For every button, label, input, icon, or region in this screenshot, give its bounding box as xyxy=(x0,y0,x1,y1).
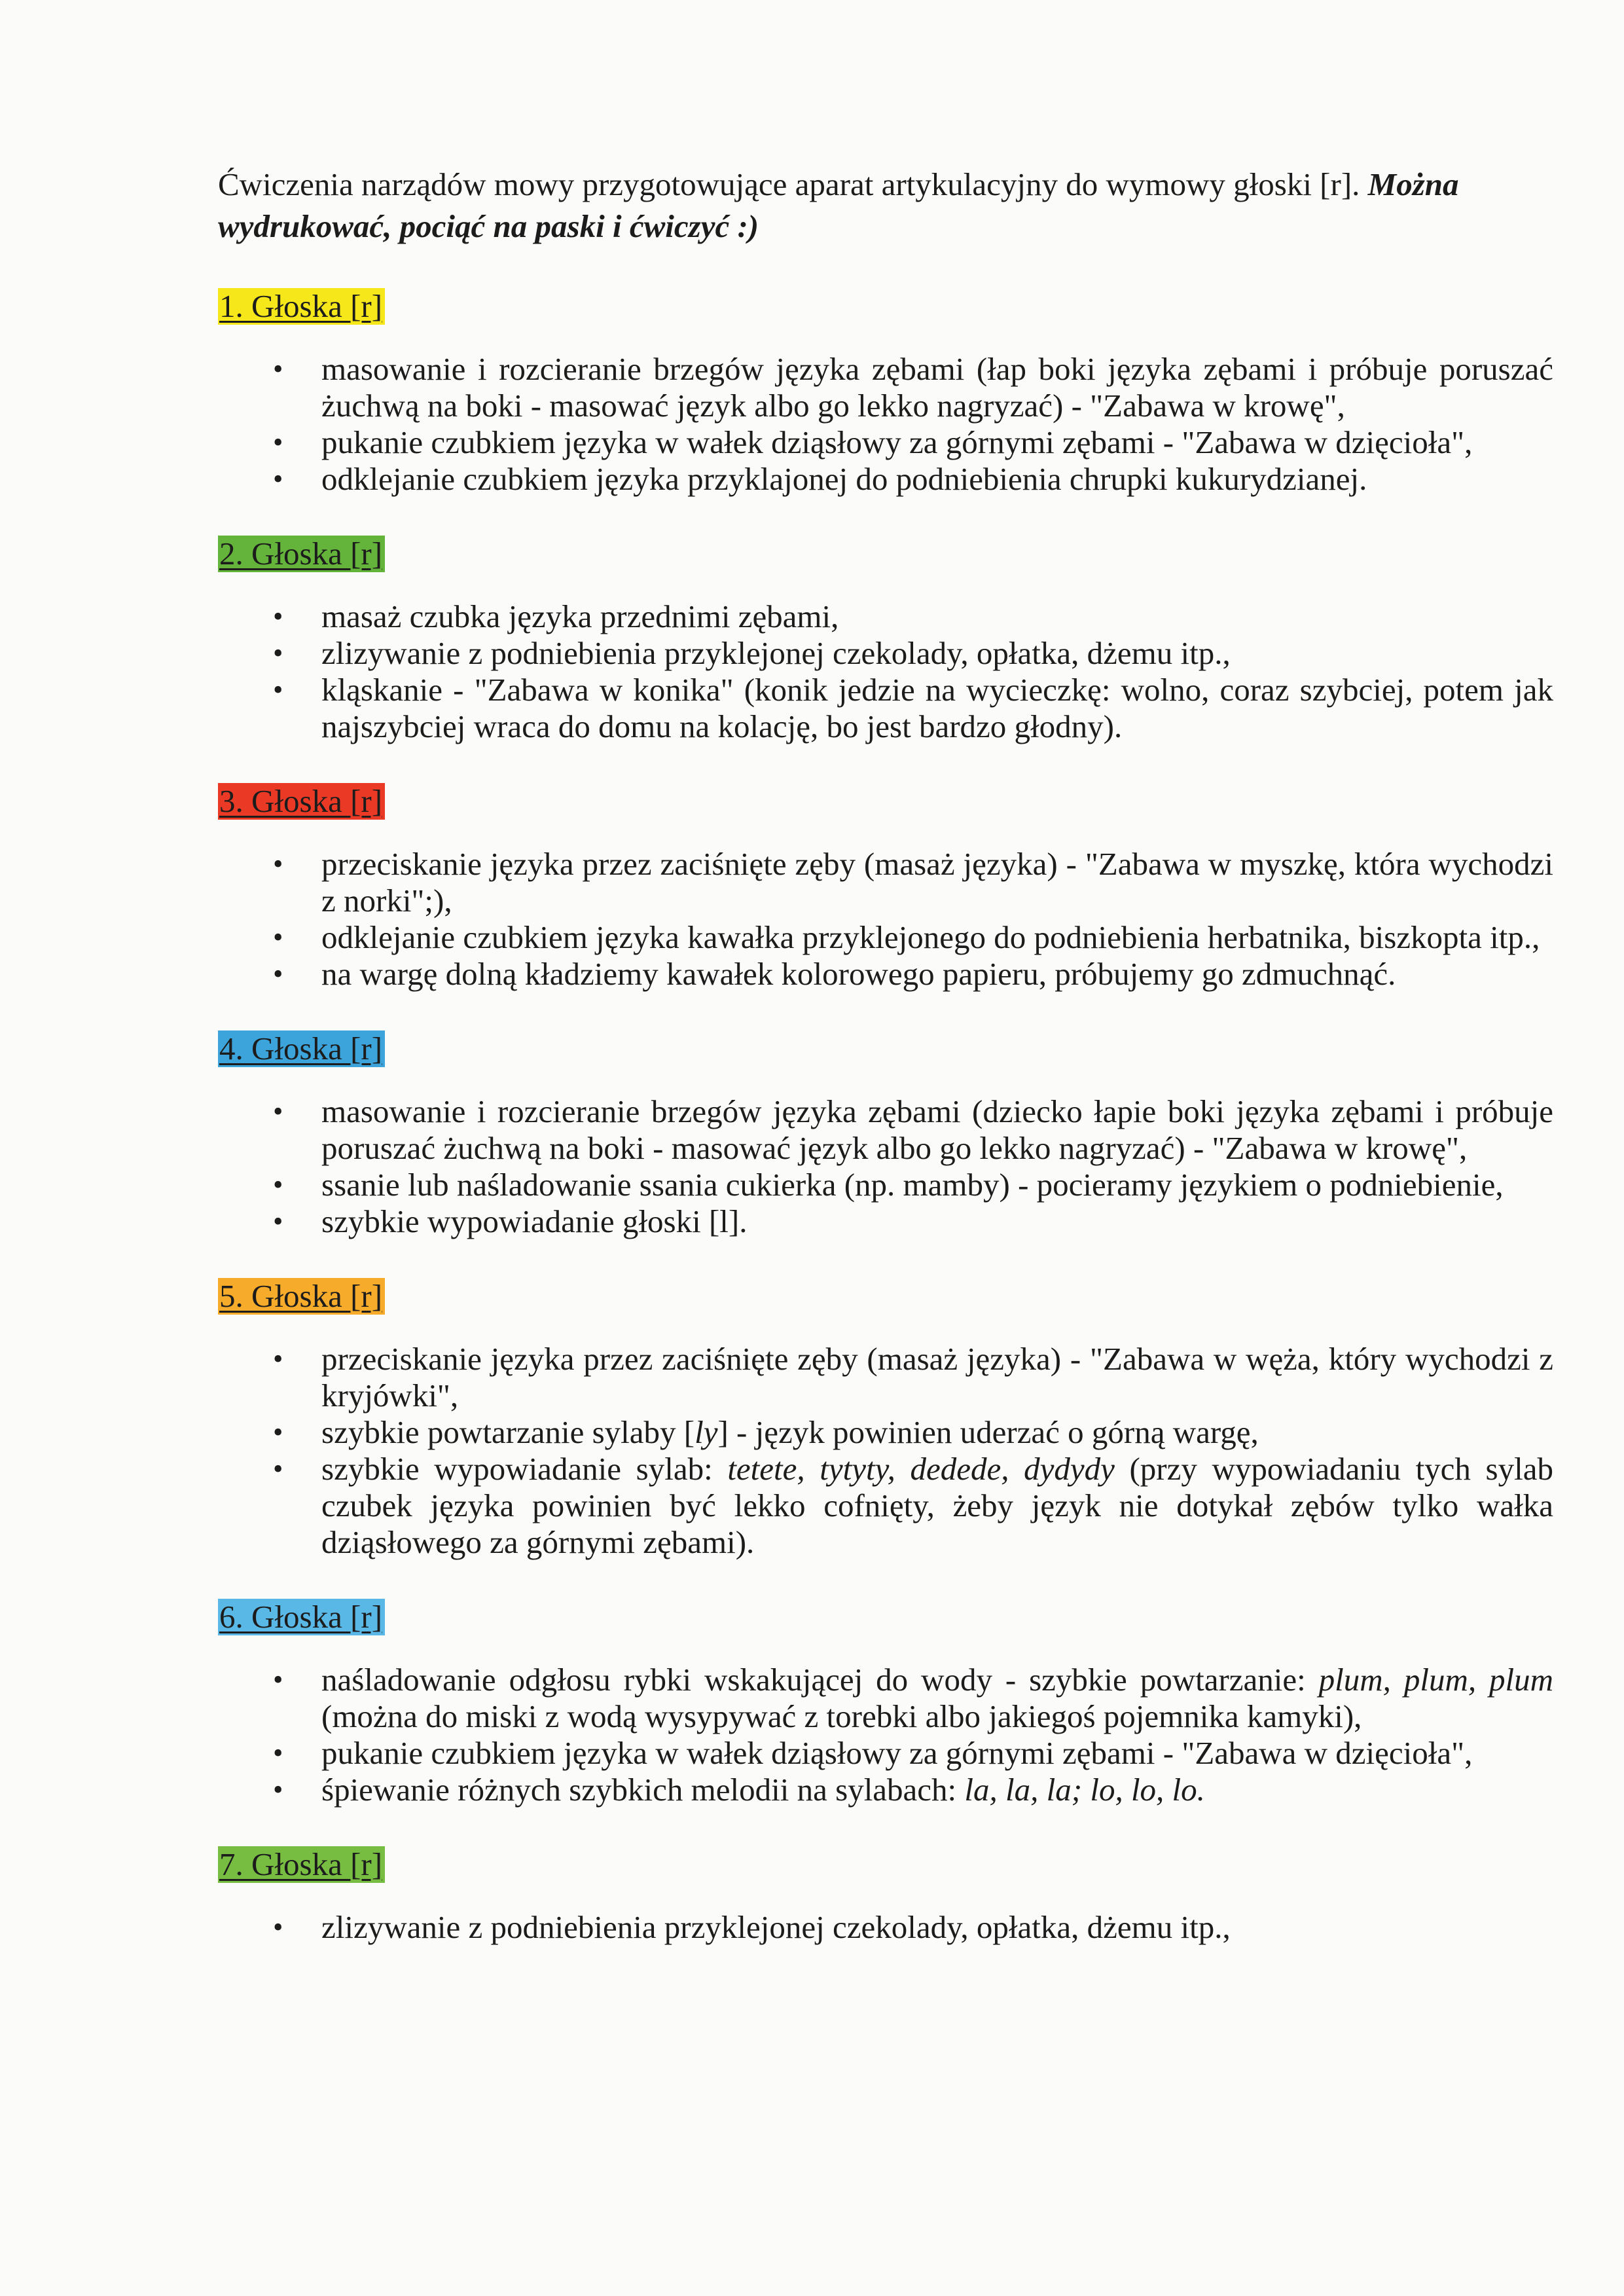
item-italic-text: ly xyxy=(695,1414,718,1450)
bullet-icon: • xyxy=(273,1737,283,1769)
item-text: szybkie powtarzanie sylaby [ xyxy=(321,1414,695,1450)
list-item xyxy=(218,956,1553,993)
section-heading: 6. Głoska [r] xyxy=(218,1599,385,1635)
list-item xyxy=(218,1093,1553,1167)
item-text: masowanie i rozcieranie brzegów języka zębami (łap boki języka zębami i próbuje poruszać żuchwą na boki - masować język albo go lekko nagryzać) - "Zabawa w krowę", xyxy=(321,351,1553,424)
bullet-icon: • xyxy=(273,353,283,385)
bullet-icon: • xyxy=(273,1343,283,1375)
item-text: śpiewanie różnych szybkich melodii na sylabach: xyxy=(321,1772,965,1808)
bullet-icon: • xyxy=(273,637,283,669)
list-item xyxy=(218,351,1553,424)
bullet-icon: • xyxy=(273,600,283,632)
list-item xyxy=(218,1772,1553,1808)
section-heading: 2. Głoska [r] xyxy=(218,536,385,572)
list-item xyxy=(218,1662,1553,1735)
list-item xyxy=(218,846,1553,919)
exercise-sections xyxy=(218,288,1553,1946)
item-text: przeciskanie języka przez zaciśnięte zęby (masaż języka) - "Zabawa w węża, który wychodzi z kryjówki", xyxy=(321,1341,1553,1413)
item-text: pukanie czubkiem języka w wałek dziąsłowy za górnymi zębami - "Zabawa w dzięcioła", xyxy=(321,424,1473,460)
section-4 xyxy=(218,1030,1553,1240)
bullet-icon: • xyxy=(273,921,283,953)
item-text: odklejanie czubkiem języka kawałka przyklejonego do podniebienia herbatnika, biszkopta itp., xyxy=(321,919,1540,955)
bullet-icon: • xyxy=(273,674,283,706)
intro-paragraph xyxy=(218,164,1553,247)
item-text: szybkie wypowiadanie sylab: xyxy=(321,1451,728,1487)
list-item xyxy=(218,1167,1553,1203)
item-italic-text: tetete, tytyty, dedede, dydydy xyxy=(727,1451,1115,1487)
item-text: szybkie wypowiadanie głoski [l]. xyxy=(321,1203,748,1239)
bullet-icon: • xyxy=(273,958,283,990)
exercise-list xyxy=(218,1341,1553,1561)
exercise-list xyxy=(218,1662,1553,1808)
item-text: ssanie lub naśladowanie ssania cukierka (np. mamby) - pocieramy językiem o podniebienie, xyxy=(321,1167,1504,1203)
bullet-icon: • xyxy=(273,1205,283,1237)
list-item xyxy=(218,1414,1553,1451)
list-item xyxy=(218,1203,1553,1240)
bullet-icon: • xyxy=(273,848,283,880)
list-item xyxy=(218,424,1553,461)
section-heading: 5. Głoska [r] xyxy=(218,1278,385,1315)
exercise-list xyxy=(218,351,1553,498)
item-text: na wargę dolną kładziemy kawałek kolorowego papieru, próbujemy go zdmuchnąć. xyxy=(321,956,1396,992)
item-italic-text: plum, plum, plum xyxy=(1318,1662,1554,1698)
list-item xyxy=(218,1341,1553,1414)
intro-text: Ćwiczenia narządów mowy przygotowujące aparat artykulacyjny do wymowy głoski [r]. xyxy=(218,166,1368,202)
section-heading: 7. Głoska [r] xyxy=(218,1846,385,1883)
section-heading: 1. Głoska [r] xyxy=(218,288,385,325)
item-text: przeciskanie języka przez zaciśnięte zęby (masaż języka) - "Zabawa w myszkę, która wychodzi z norki";), xyxy=(321,846,1553,919)
item-text: kląskanie - "Zabawa w konika" (konik jedzie na wycieczkę: wolno, coraz szybciej, potem jak najszybciej wraca do domu na kolację, bo jest bardzo głodny). xyxy=(321,672,1553,744)
bullet-icon: • xyxy=(273,1774,283,1806)
section-heading: 3. Głoska [r] xyxy=(218,783,385,820)
list-item xyxy=(218,1909,1553,1946)
item-text: masowanie i rozcieranie brzegów języka zębami (dziecko łapie boki języka zębami i próbuje poruszać żuchwą na boki - masować język albo go lekko nagryzać) - "Zabawa w krowę", xyxy=(321,1093,1553,1166)
exercise-list xyxy=(218,1093,1553,1240)
exercise-list xyxy=(218,846,1553,993)
list-item xyxy=(218,919,1553,956)
bullet-icon: • xyxy=(273,1169,283,1201)
list-item xyxy=(218,635,1553,672)
exercise-list xyxy=(218,1909,1553,1946)
section-6 xyxy=(218,1599,1553,1808)
bullet-icon: • xyxy=(273,1911,283,1943)
item-italic-text: la, la, la; lo, lo, lo. xyxy=(964,1772,1205,1808)
document-page xyxy=(218,164,1553,1984)
list-item xyxy=(218,1451,1553,1561)
section-7 xyxy=(218,1846,1553,1946)
item-text: zlizywanie z podniebienia przyklejonej czekolady, opłatka, dżemu itp., xyxy=(321,1909,1231,1945)
item-text: odklejanie czubkiem języka przyklajonej do podniebienia chrupki kukurydzianej. xyxy=(321,461,1367,497)
section-heading: 4. Głoska [r] xyxy=(218,1030,385,1067)
section-2 xyxy=(218,536,1553,745)
list-item xyxy=(218,1735,1553,1772)
bullet-icon: • xyxy=(273,1453,283,1485)
item-text: ] - język powinien uderzać o górną wargę, xyxy=(717,1414,1259,1450)
item-text: (przy wypowiadaniu tych sylab czubek języka powinien być lekko cofnięty, żeby język nie dotykał zębów tylko wałka dziąsłowego za górnymi zębami). xyxy=(321,1451,1553,1560)
item-text: zlizywanie z podniebienia przyklejonej czekolady, opłatka, dżemu itp., xyxy=(321,635,1231,671)
section-1 xyxy=(218,288,1553,498)
section-5 xyxy=(218,1278,1553,1561)
list-item xyxy=(218,672,1553,745)
bullet-icon: • xyxy=(273,1416,283,1448)
exercise-list xyxy=(218,598,1553,745)
bullet-icon: • xyxy=(273,1095,283,1127)
section-3 xyxy=(218,783,1553,993)
item-text: pukanie czubkiem języka w wałek dziąsłowy za górnymi zębami - "Zabawa w dzięcioła", xyxy=(321,1735,1473,1771)
item-text: naśladowanie odgłosu rybki wskakującej do wody - szybkie powtarzanie: xyxy=(321,1662,1319,1698)
item-text: masaż czubka języka przednimi zębami, xyxy=(321,598,839,634)
intro-emphasis: Można wydrukować, pociąć na paski i ćwiczyć :) xyxy=(218,166,1459,244)
list-item xyxy=(218,598,1553,635)
bullet-icon: • xyxy=(273,426,283,458)
bullet-icon: • xyxy=(273,463,283,495)
item-text: (można do miski z wodą wysypywać z torebki albo jakiegoś pojemnika kamyki), xyxy=(321,1698,1362,1734)
bullet-icon: • xyxy=(273,1664,283,1696)
list-item xyxy=(218,461,1553,498)
